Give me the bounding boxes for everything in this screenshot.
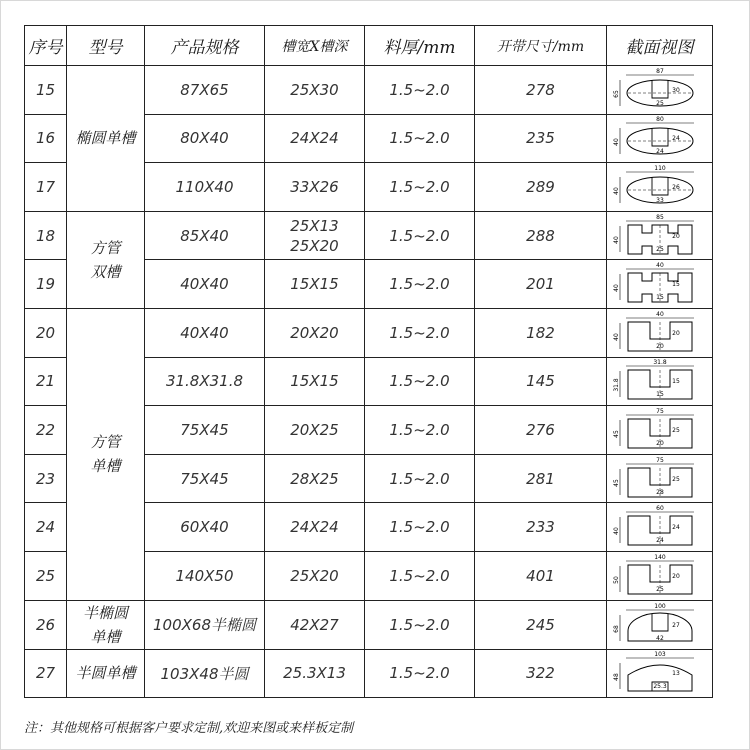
cell-thickness: 1.5~2.0 — [365, 114, 475, 163]
section-groove-depth-label: 30 — [671, 86, 680, 94]
section-width-label: 103 — [653, 651, 666, 659]
cell-model — [67, 211, 145, 308]
cell-strip: 201 — [475, 260, 607, 309]
section-groove-width-label: 42 — [655, 634, 664, 642]
cell-spec: 140X50 — [145, 551, 265, 600]
header-thickness: 料厚/mm — [365, 26, 475, 66]
section-width-label: 40 — [655, 262, 664, 270]
cell-section — [607, 357, 713, 406]
section-drawing — [614, 603, 706, 647]
model-label-line: 半圆单槽 — [75, 664, 136, 683]
section-width-label: 80 — [655, 116, 664, 124]
section-groove-width-label: 15 — [655, 294, 664, 302]
cell-strip: 278 — [475, 66, 607, 115]
groove-value: 25.3X13 — [283, 664, 346, 683]
section-groove-depth-label: 26 — [671, 183, 680, 191]
section-width-label: 75 — [655, 456, 664, 464]
cell-spec: 110X40 — [145, 163, 265, 212]
groove-value: 20X25 — [290, 420, 339, 439]
header-spec: 产品规格 — [145, 26, 265, 66]
cell-groove — [265, 649, 365, 698]
section-width-label: 60 — [655, 505, 664, 513]
groove-value: 25X20 — [290, 566, 339, 585]
section-groove-depth-label: 25 — [671, 475, 680, 483]
cell-no: 25 — [25, 551, 67, 600]
groove-value: 25X30 — [290, 80, 339, 99]
cell-section — [607, 503, 713, 552]
section-groove-depth-label: 24 — [671, 135, 680, 143]
cell-model — [67, 600, 145, 649]
cell-groove — [265, 551, 365, 600]
section-groove-depth-label: 20 — [671, 572, 680, 580]
section-groove-width-label: 25 — [655, 585, 664, 593]
section-height-label: 45 — [612, 430, 620, 438]
cell-model — [67, 66, 145, 212]
section-groove-width-label: 15 — [655, 391, 664, 399]
header-model: 型号 — [67, 26, 145, 66]
cell-thickness: 1.5~2.0 — [365, 551, 475, 600]
cell-strip: 289 — [475, 163, 607, 212]
section-height-label: 40 — [612, 284, 620, 292]
cell-spec: 40X40 — [145, 308, 265, 357]
section-height-label: 45 — [612, 478, 620, 487]
cell-no: 17 — [25, 163, 67, 212]
section-groove-width-label: 20 — [655, 342, 664, 350]
section-width-label: 31.8 — [652, 359, 667, 367]
cell-strip: 235 — [475, 114, 607, 163]
header-no: 序号 — [25, 26, 67, 66]
cell-thickness: 1.5~2.0 — [365, 66, 475, 115]
section-drawing — [614, 262, 706, 306]
cell-strip: 401 — [475, 551, 607, 600]
cell-no: 26 — [25, 600, 67, 649]
section-drawing — [614, 68, 706, 112]
model-label-line: 单槽 — [90, 457, 121, 476]
table-row — [25, 211, 713, 260]
cell-no: 20 — [25, 308, 67, 357]
cell-no: 21 — [25, 357, 67, 406]
section-groove-depth-label: 20 — [671, 232, 680, 240]
cell-section — [607, 260, 713, 309]
cell-spec: 103X48半圆 — [145, 649, 265, 698]
section-groove-width-label: 24 — [655, 148, 664, 156]
table-row — [25, 66, 713, 115]
cell-groove — [265, 600, 365, 649]
header-section: 截面视图 — [607, 26, 713, 66]
cell-groove — [265, 163, 365, 212]
cell-thickness: 1.5~2.0 — [365, 600, 475, 649]
groove-value: 28X25 — [290, 469, 339, 488]
cell-no: 23 — [25, 454, 67, 503]
cell-spec: 100X68半椭圆 — [145, 600, 265, 649]
groove-value: 20X20 — [290, 323, 339, 342]
cell-groove — [265, 357, 365, 406]
section-groove-width-label: 25.3 — [652, 683, 667, 691]
model-label-line: 椭圆单槽 — [75, 129, 136, 148]
cell-spec: 87X65 — [145, 66, 265, 115]
cell-section — [607, 454, 713, 503]
model-label-line: 单槽 — [90, 627, 121, 646]
section-width-label: 110 — [653, 164, 666, 172]
section-height-label: 68 — [612, 624, 620, 633]
section-groove-depth-label: 27 — [671, 621, 680, 629]
cell-thickness: 1.5~2.0 — [365, 260, 475, 309]
section-groove-depth-label: 15 — [671, 281, 680, 289]
section-drawing — [614, 165, 706, 209]
cell-spec: 60X40 — [145, 503, 265, 552]
cell-spec: 40X40 — [145, 260, 265, 309]
cell-thickness: 1.5~2.0 — [365, 211, 475, 260]
section-width-label: 75 — [655, 407, 664, 415]
section-groove-width-label: 33 — [655, 196, 664, 204]
section-height-label: 40 — [612, 187, 620, 195]
section-groove-width-label: 28 — [655, 488, 664, 496]
cell-thickness: 1.5~2.0 — [365, 163, 475, 212]
cell-strip: 145 — [475, 357, 607, 406]
cell-no: 15 — [25, 66, 67, 115]
cell-groove — [265, 454, 365, 503]
cell-section — [607, 211, 713, 260]
cell-no: 22 — [25, 406, 67, 455]
section-groove-depth-label: 13 — [671, 670, 680, 678]
groove-value: 25X20 — [290, 236, 339, 255]
section-width-label: 87 — [655, 67, 664, 75]
cell-section — [607, 600, 713, 649]
model-label-line: 半椭圆 — [82, 603, 128, 622]
groove-value: 24X24 — [290, 129, 339, 148]
section-height-label: 31.8 — [612, 378, 620, 393]
section-height-label: 65 — [612, 89, 620, 98]
cell-strip: 281 — [475, 454, 607, 503]
cell-no: 19 — [25, 260, 67, 309]
cell-model — [67, 649, 145, 698]
cell-no: 24 — [25, 503, 67, 552]
section-groove-width-label: 20 — [655, 439, 664, 447]
section-drawing — [614, 554, 706, 598]
cell-strip: 276 — [475, 406, 607, 455]
header-groove: 槽宽X槽深 — [265, 26, 365, 66]
footnote: 注：其他规格可根据客户要求定制,欢迎来图或来样板定制 — [24, 721, 354, 736]
cell-thickness: 1.5~2.0 — [365, 357, 475, 406]
section-height-label: 50 — [612, 575, 620, 584]
cell-thickness: 1.5~2.0 — [365, 649, 475, 698]
table-row — [25, 649, 713, 698]
cell-section — [607, 163, 713, 212]
section-width-label: 140 — [653, 553, 666, 561]
cell-groove — [265, 66, 365, 115]
section-width-label: 40 — [655, 310, 664, 318]
cell-no: 18 — [25, 211, 67, 260]
cell-section — [607, 551, 713, 600]
cell-section — [607, 649, 713, 698]
header-row — [25, 26, 713, 66]
cell-strip: 322 — [475, 649, 607, 698]
section-drawing — [614, 505, 706, 549]
cell-spec: 75X45 — [145, 454, 265, 503]
model-label-line: 方管 — [90, 238, 121, 257]
cell-section — [607, 66, 713, 115]
section-drawing — [614, 408, 706, 452]
cell-thickness: 1.5~2.0 — [365, 308, 475, 357]
section-height-label: 40 — [612, 235, 620, 244]
model-label-line: 双槽 — [90, 262, 121, 281]
groove-value: 25X13 — [290, 216, 339, 235]
groove-value: 24X24 — [290, 518, 339, 537]
section-groove-width-label: 25 — [655, 99, 664, 107]
cell-section — [607, 114, 713, 163]
cell-thickness: 1.5~2.0 — [365, 503, 475, 552]
header-strip: 开带尺寸/mm — [475, 26, 607, 66]
section-groove-width-label: 25 — [655, 245, 664, 253]
cell-model — [67, 308, 145, 600]
section-drawing — [614, 359, 706, 403]
section-drawing — [614, 651, 706, 695]
groove-value: 42X27 — [290, 615, 339, 634]
section-drawing — [614, 116, 706, 160]
groove-value: 15X15 — [290, 275, 339, 294]
cell-thickness: 1.5~2.0 — [365, 454, 475, 503]
groove-value: 15X15 — [290, 372, 339, 391]
section-height-label: 40 — [612, 527, 620, 535]
cell-no: 27 — [25, 649, 67, 698]
cell-spec: 85X40 — [145, 211, 265, 260]
table-row — [25, 600, 713, 649]
cell-strip: 233 — [475, 503, 607, 552]
cell-groove — [265, 406, 365, 455]
section-groove-width-label: 24 — [655, 537, 664, 545]
cell-groove — [265, 308, 365, 357]
cell-no: 16 — [25, 114, 67, 163]
section-height-label: 40 — [612, 138, 620, 147]
section-groove-depth-label: 20 — [671, 329, 680, 337]
section-height-label: 40 — [612, 332, 620, 341]
model-label-line: 方管 — [90, 433, 121, 452]
cell-groove — [265, 114, 365, 163]
spec-table — [24, 25, 713, 698]
cell-spec: 80X40 — [145, 114, 265, 163]
cell-strip: 288 — [475, 211, 607, 260]
cell-section — [607, 308, 713, 357]
section-drawing — [614, 214, 706, 258]
section-drawing — [614, 311, 706, 355]
section-groove-depth-label: 24 — [671, 524, 680, 532]
cell-thickness: 1.5~2.0 — [365, 406, 475, 455]
cell-strip: 245 — [475, 600, 607, 649]
cell-groove — [265, 503, 365, 552]
cell-strip: 182 — [475, 308, 607, 357]
cell-groove — [265, 211, 365, 260]
cell-spec: 75X45 — [145, 406, 265, 455]
section-width-label: 85 — [655, 213, 664, 221]
groove-value: 33X26 — [290, 177, 339, 196]
section-drawing — [614, 457, 706, 501]
section-width-label: 100 — [653, 602, 666, 610]
cell-groove — [265, 260, 365, 309]
section-groove-depth-label: 15 — [671, 378, 680, 386]
section-groove-depth-label: 25 — [671, 426, 680, 434]
table-row — [25, 308, 713, 357]
section-height-label: 48 — [612, 673, 620, 682]
cell-section — [607, 406, 713, 455]
cell-spec: 31.8X31.8 — [145, 357, 265, 406]
